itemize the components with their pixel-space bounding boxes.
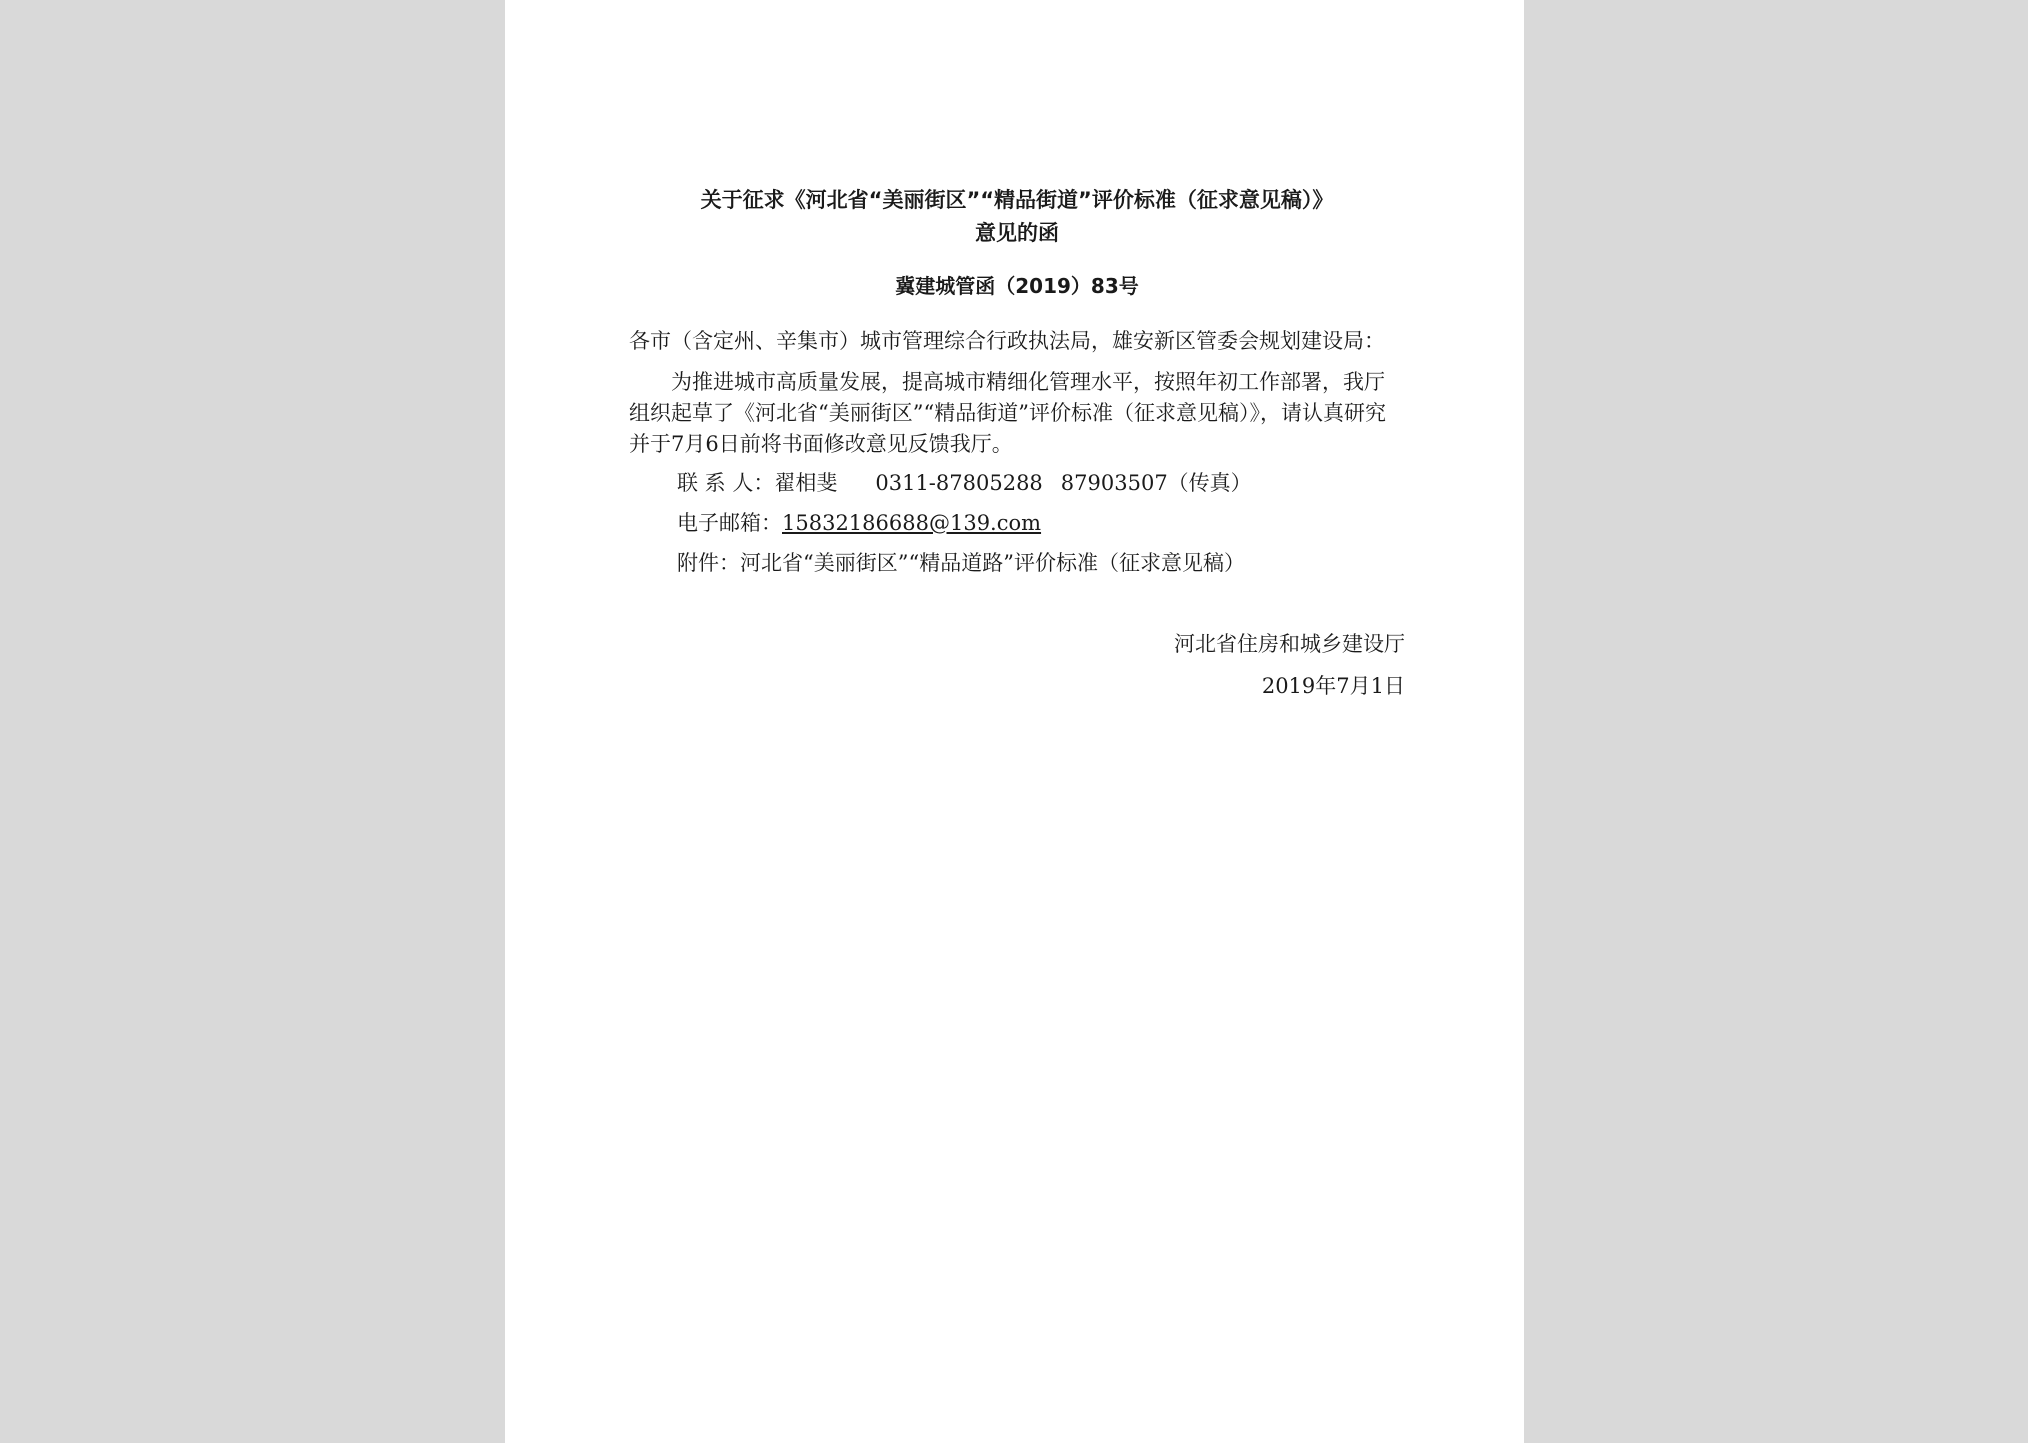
title-line-1: 关于征求《河北省“美丽街区”“精品街道”评价标准（征求意见稿）》	[700, 188, 1334, 212]
document-title	[629, 184, 1405, 250]
contact-line	[629, 468, 1405, 499]
issuer-name: 河北省住房和城乡建设厅	[1174, 632, 1405, 656]
recipient-line: 各市（含定州、辛集市）城市管理综合行政执法局，雄安新区管委会规划建设局：	[629, 329, 1385, 353]
document-number: 冀建城管函（2019）83号	[895, 274, 1139, 298]
body-paragraph: 为推进城市高质量发展，提高城市精细化管理水平，按照年初工作部署，我厅组织起草了《河北省“美丽街区”“精品街道”评价标准（征求意见稿）》，请认真研究并于7月6日前将书面修改意见反馈我厅。	[629, 370, 1386, 456]
document-page	[505, 0, 1524, 1443]
signature-block	[629, 623, 1405, 707]
contact-label: 联 系 人：	[677, 471, 775, 495]
email-line	[629, 508, 1405, 539]
contact-phone: 0311-87805288	[875, 471, 1043, 495]
issue-date: 2019年7月1日	[1261, 674, 1405, 698]
email-link[interactable]: 15832186688@139.com	[782, 511, 1042, 535]
attachment-line: 附件：河北省“美丽街区”“精品道路”评价标准（征求意见稿）	[677, 551, 1245, 575]
email-label: 电子邮箱：	[677, 511, 782, 535]
document-content	[629, 184, 1405, 707]
title-line-2: 意见的函	[975, 221, 1059, 245]
contact-fax: 87903507（传真）	[1060, 471, 1252, 495]
contact-name: 翟相斐	[774, 471, 838, 495]
